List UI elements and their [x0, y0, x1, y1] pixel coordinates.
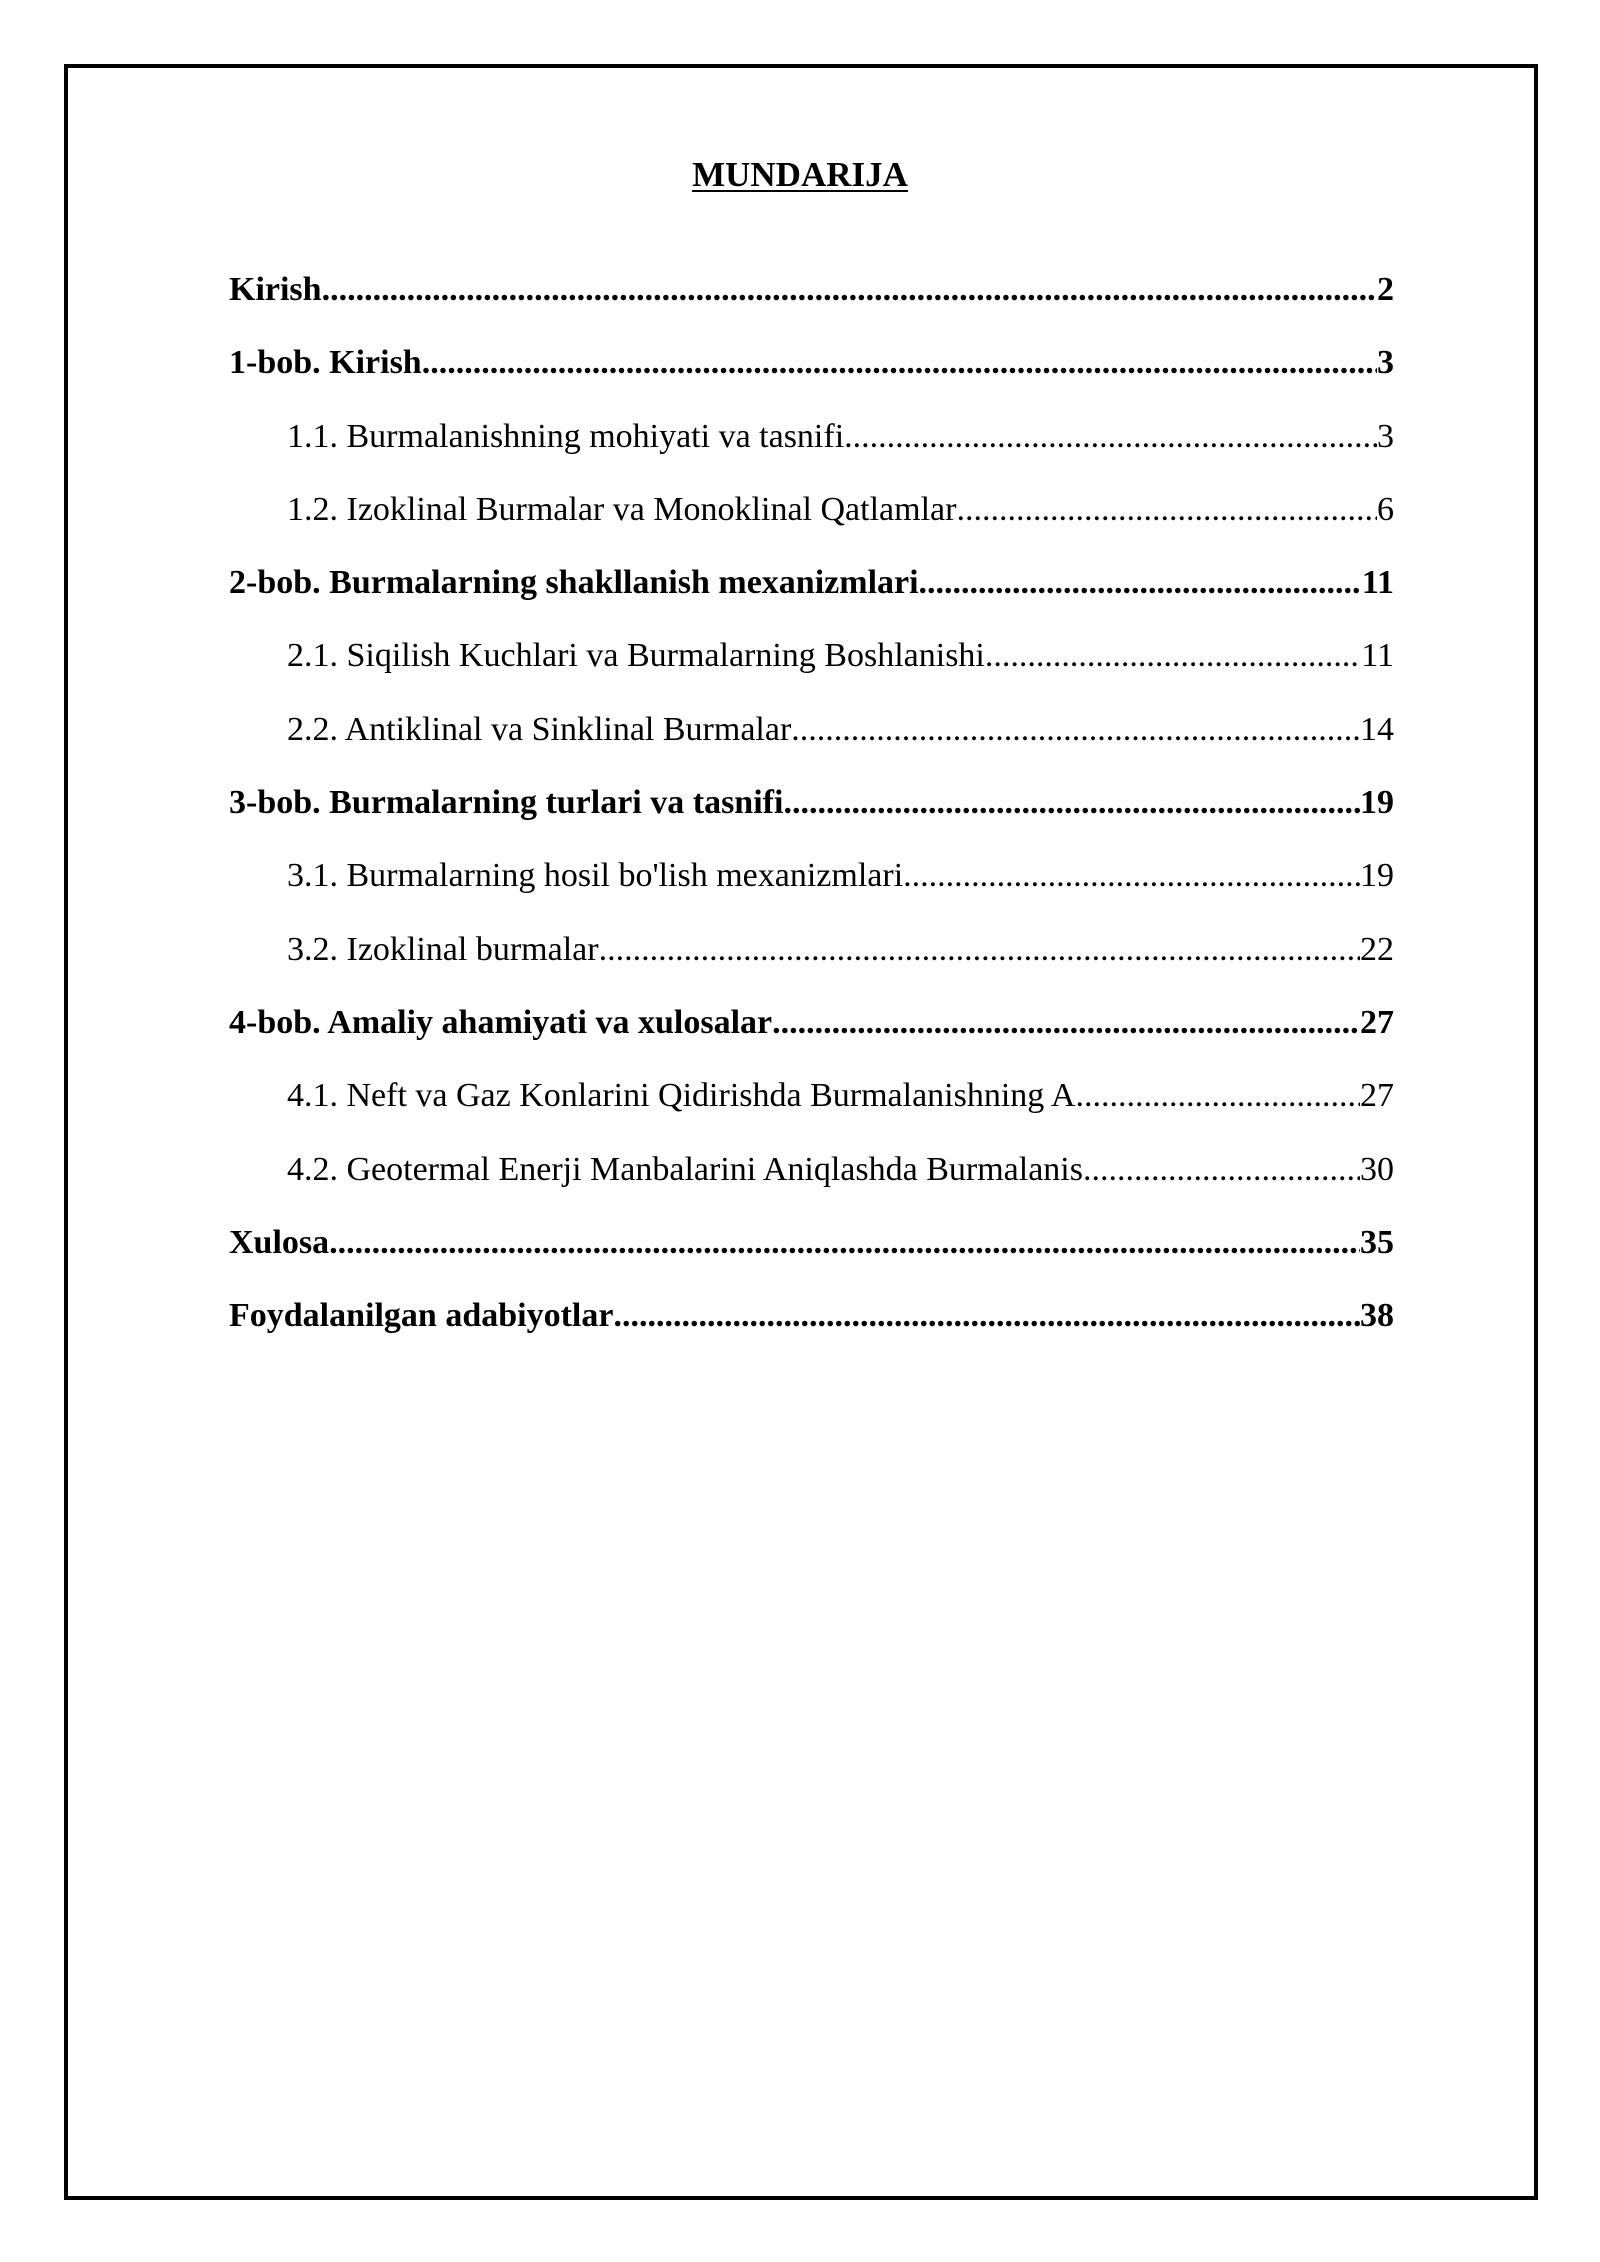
toc-entry[interactable] [229, 1215, 1394, 1288]
toc-subentry[interactable] [229, 409, 1394, 482]
toc-entry-page: 30 [1360, 1150, 1394, 1188]
page-title-text: MUNDARIJA [692, 155, 908, 194]
toc-subentry[interactable] [229, 702, 1394, 775]
toc-dot-leader [783, 775, 1360, 831]
toc-entry-page: 3 [1377, 417, 1394, 455]
toc-entry-title: Kirish [229, 271, 322, 308]
toc-entry[interactable] [229, 335, 1394, 408]
toc-entry-title: 4-bob. Amaliy ahamiyati va xulosalar [229, 1003, 773, 1041]
toc-entry-title: 3.2. Izoklinal burmalar [287, 930, 599, 968]
toc-dot-leader [985, 628, 1361, 684]
toc-dot-leader [791, 702, 1360, 758]
toc-entry-page: 2 [1377, 271, 1394, 308]
toc-entry-title: 3-bob. Burmalarning turlari va tasnifi [229, 784, 784, 822]
toc-dot-leader [919, 555, 1362, 611]
toc-entry[interactable] [229, 555, 1394, 628]
toc-entry[interactable] [229, 775, 1394, 848]
toc-entry-page: 19 [1360, 784, 1394, 822]
toc-entry-title: 3.1. Burmalarning hosil bo'lish mexanizmlari [287, 857, 904, 895]
toc-entry-page: 19 [1360, 857, 1394, 895]
toc-dot-leader [903, 848, 1360, 904]
toc-entry-page: 11 [1361, 564, 1394, 602]
toc-entry-page: 6 [1377, 490, 1394, 528]
toc-entry-title: 2.1. Siqilish Kuchlari va Burmalarning Boshlanishi [287, 637, 985, 675]
toc-entry-title: 2.2. Antiklinal va Sinklinal Burmalar [287, 710, 792, 748]
toc-dot-leader [844, 409, 1377, 465]
toc-entry[interactable] [229, 262, 1394, 335]
toc-dot-leader [1083, 1142, 1360, 1198]
toc-entry-title: 1.2. Izoklinal Burmalar va Monoklinal Qatlamlar [287, 490, 957, 528]
toc-subentry[interactable] [229, 848, 1394, 921]
toc-entry-title: 1.1. Burmalanishning mohiyati va tasnifi [287, 417, 845, 455]
toc-dot-leader [772, 995, 1360, 1051]
toc-entry-title: 2-bob. Burmalarning shakllanish mexanizmlari [229, 564, 919, 602]
toc-entry-title: 4.1. Neft va Gaz Konlarini Qidirishda Burmalanishning A [287, 1077, 1076, 1115]
toc-entry-page: 27 [1360, 1077, 1394, 1115]
toc-dot-leader [1075, 1068, 1360, 1124]
toc-subentry[interactable] [229, 1068, 1394, 1141]
toc-subentry[interactable] [229, 1142, 1394, 1215]
toc-dot-leader [956, 482, 1377, 538]
table-of-contents [229, 262, 1394, 1361]
toc-entry-page: 14 [1360, 710, 1394, 748]
toc-subentry[interactable] [229, 482, 1394, 555]
page-title [0, 153, 1600, 197]
toc-dot-leader [613, 1288, 1360, 1344]
toc-entry[interactable] [229, 1288, 1394, 1361]
toc-dot-leader [599, 922, 1360, 978]
toc-entry-title: 1-bob. Kirish [229, 344, 422, 382]
toc-subentry[interactable] [229, 628, 1394, 701]
toc-entry-page: 35 [1360, 1223, 1394, 1261]
toc-entry-page: 3 [1377, 344, 1394, 382]
toc-entry[interactable] [229, 995, 1394, 1068]
toc-entry-title: Foydalanilgan adabiyotlar [229, 1297, 614, 1335]
toc-entry-page: 27 [1360, 1003, 1394, 1041]
toc-dot-leader [329, 1215, 1360, 1271]
toc-dot-leader [322, 262, 1377, 318]
toc-entry-title: Xulosa [229, 1223, 330, 1261]
toc-dot-leader [422, 335, 1377, 391]
toc-entry-title: 4.2. Geotermal Enerji Manbalarini Aniqlashda Burmalanis [287, 1150, 1083, 1188]
toc-entry-page: 11 [1361, 637, 1394, 675]
toc-subentry[interactable] [229, 922, 1394, 995]
toc-entry-page: 22 [1360, 930, 1394, 968]
toc-entry-page: 38 [1360, 1297, 1394, 1335]
